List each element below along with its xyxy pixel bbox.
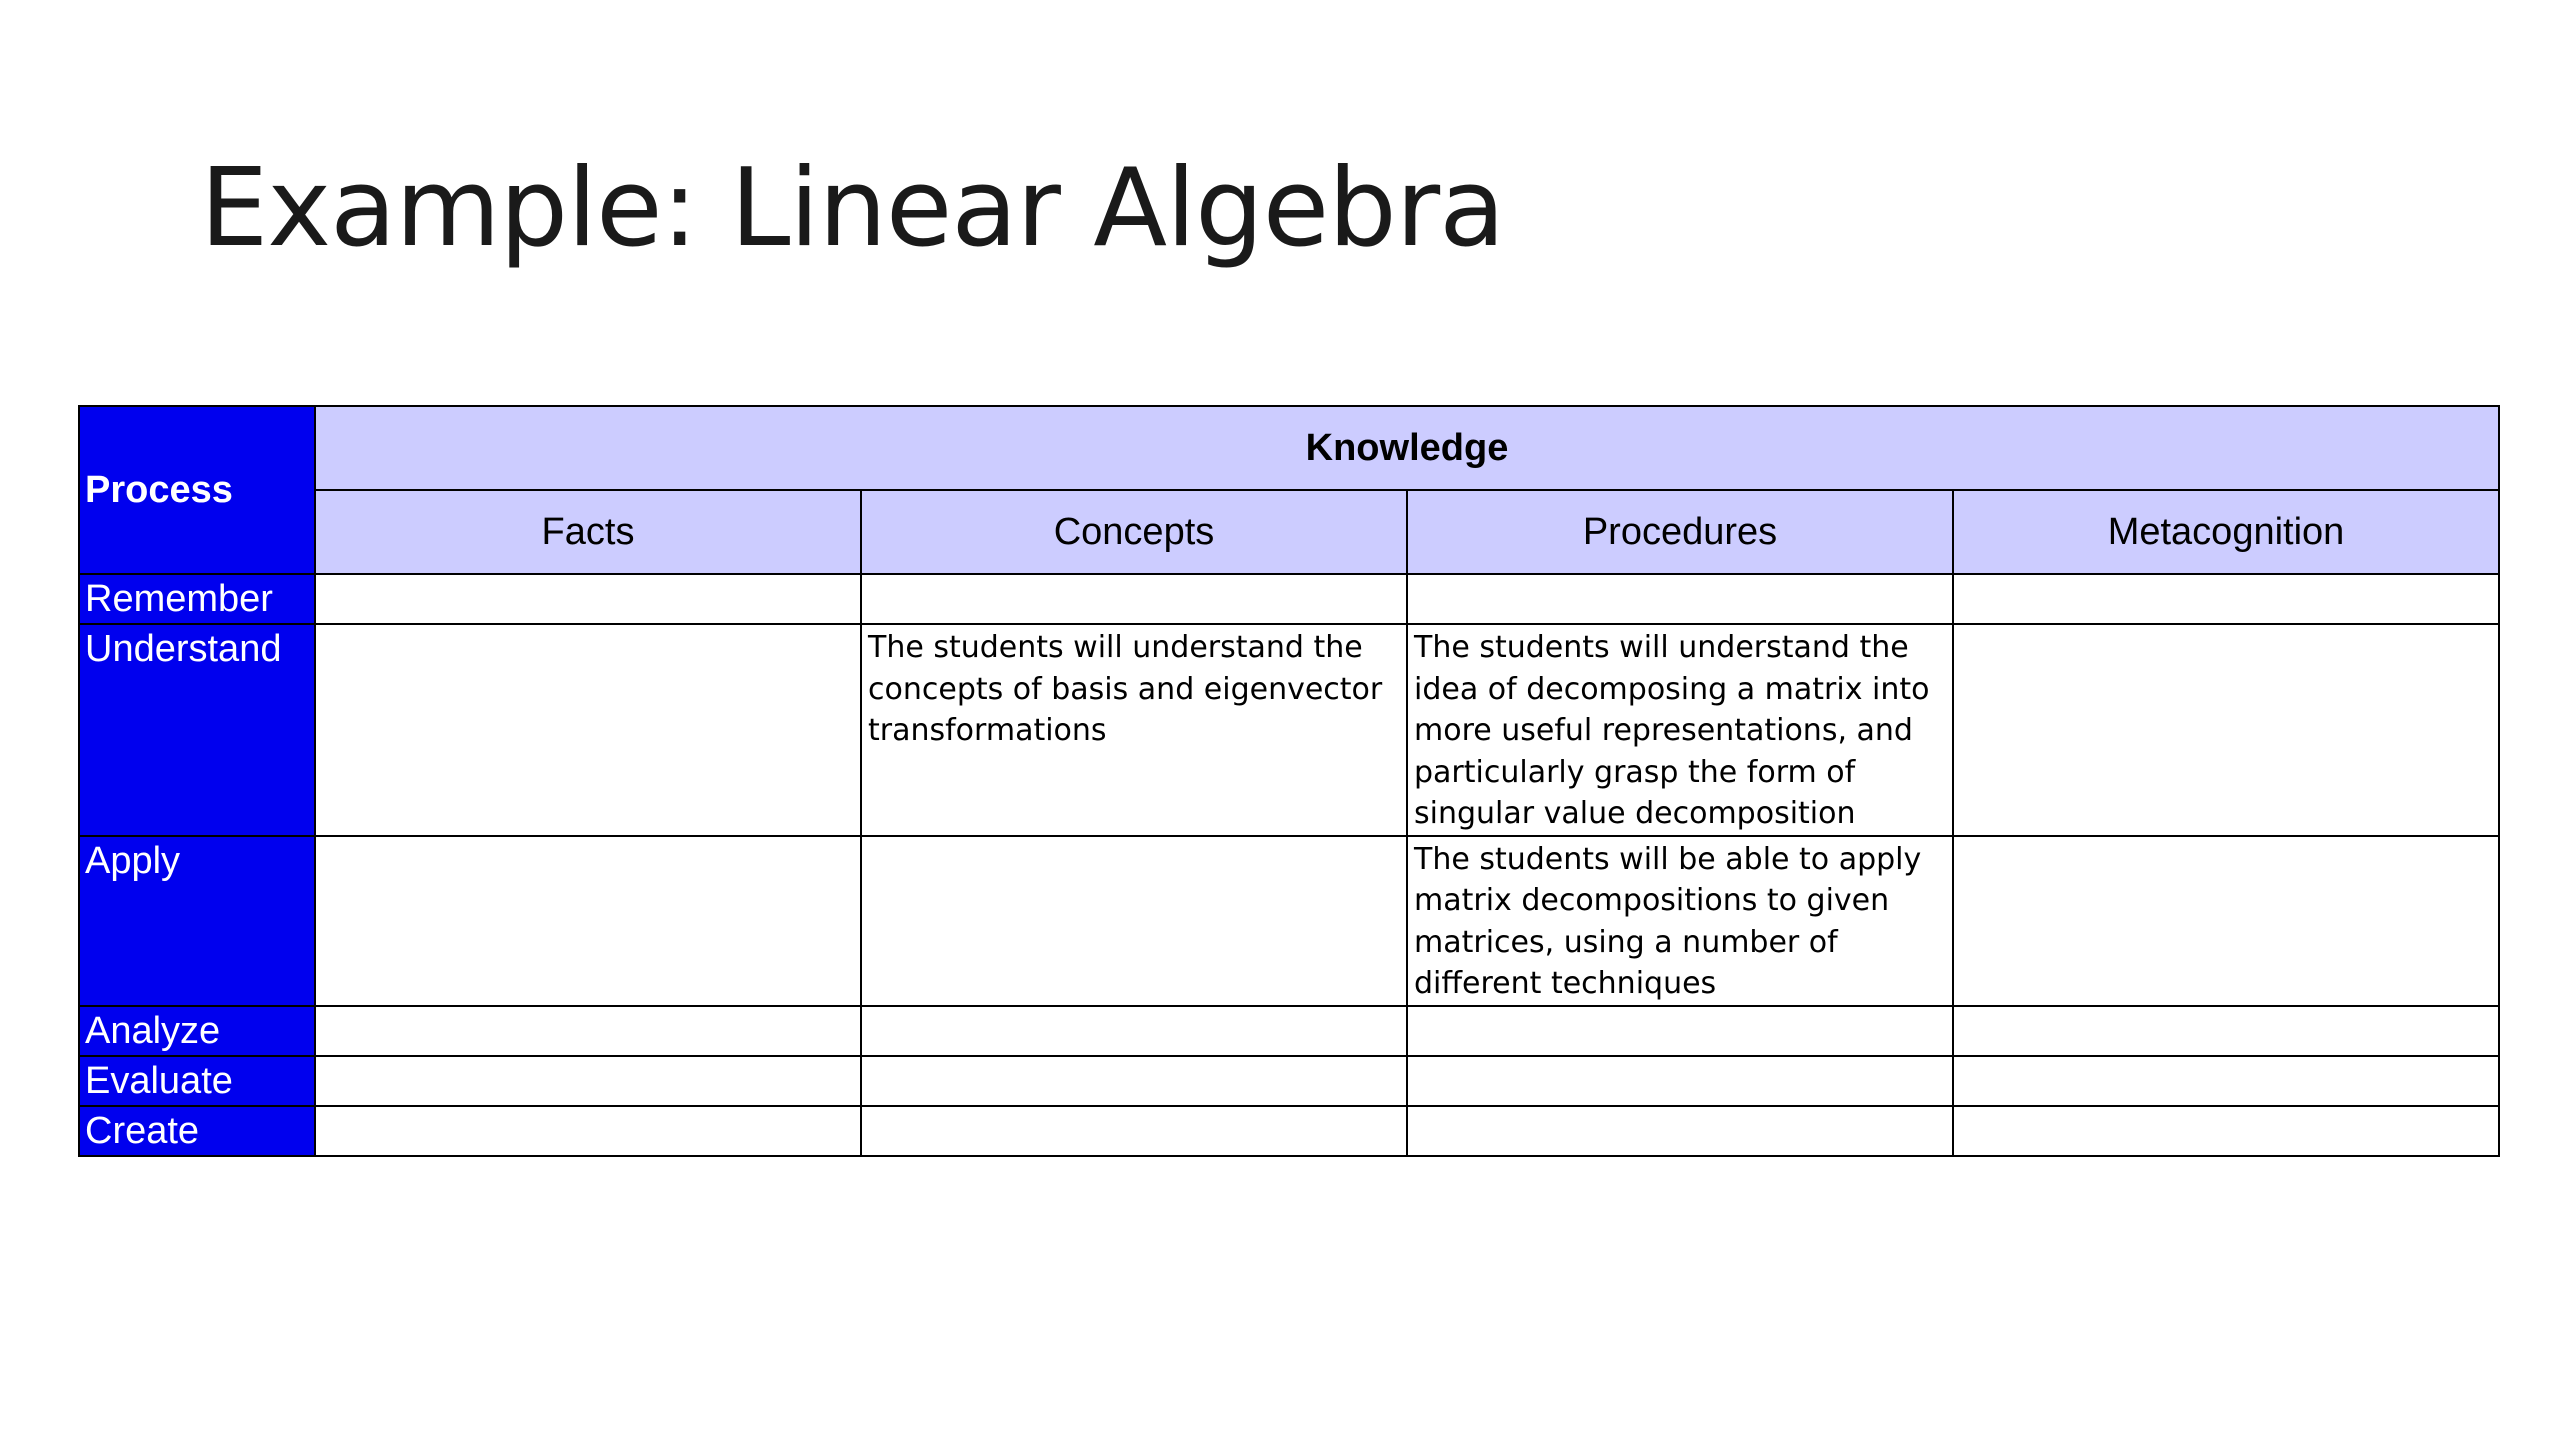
column-header-facts: Facts <box>315 490 861 574</box>
column-header-concepts: Concepts <box>861 490 1407 574</box>
slide-title: Example: Linear Algebra <box>200 146 1505 271</box>
table-row-analyze <box>79 1006 2499 1056</box>
cell-apply-facts <box>315 836 861 1006</box>
table-row-understand <box>79 624 2499 836</box>
cell-understand-facts <box>315 624 861 836</box>
row-label-evaluate: Evaluate <box>79 1056 315 1106</box>
cell-apply-metacognition <box>1953 836 2499 1006</box>
cell-evaluate-procedures <box>1407 1056 1953 1106</box>
row-label-analyze: Analyze <box>79 1006 315 1056</box>
row-label-apply: Apply <box>79 836 315 1006</box>
cell-apply-procedures: The students will be able to apply matrix decompositions to given matrices, using a number of different techniques <box>1407 836 1953 1006</box>
table-row-apply <box>79 836 2499 1006</box>
cell-remember-concepts <box>861 574 1407 624</box>
table-row-create <box>79 1106 2499 1156</box>
cell-understand-metacognition <box>1953 624 2499 836</box>
cell-remember-procedures <box>1407 574 1953 624</box>
cell-create-facts <box>315 1106 861 1156</box>
table-row-evaluate <box>79 1056 2499 1106</box>
row-label-understand: Understand <box>79 624 315 836</box>
column-header-procedures: Procedures <box>1407 490 1953 574</box>
knowledge-header: Knowledge <box>315 406 2499 490</box>
cell-remember-facts <box>315 574 861 624</box>
table-header-row <box>79 406 2499 490</box>
process-header: Process <box>79 406 315 574</box>
row-label-remember: Remember <box>79 574 315 624</box>
table-subheader-row <box>79 490 2499 574</box>
cell-apply-concepts <box>861 836 1407 1006</box>
column-header-metacognition: Metacognition <box>1953 490 2499 574</box>
cell-understand-procedures: The students will understand the idea of decomposing a matrix into more useful representations, and particularly grasp the form of singular value decomposition <box>1407 624 1953 836</box>
cell-evaluate-facts <box>315 1056 861 1106</box>
cell-create-concepts <box>861 1106 1407 1156</box>
cell-evaluate-concepts <box>861 1056 1407 1106</box>
cell-create-procedures <box>1407 1106 1953 1156</box>
cell-remember-metacognition <box>1953 574 2499 624</box>
table-row-remember <box>79 574 2499 624</box>
row-label-create: Create <box>79 1106 315 1156</box>
cell-analyze-metacognition <box>1953 1006 2499 1056</box>
cell-analyze-concepts <box>861 1006 1407 1056</box>
cell-analyze-facts <box>315 1006 861 1056</box>
cell-understand-concepts: The students will understand the concepts of basis and eigenvector transformations <box>861 624 1407 836</box>
cell-create-metacognition <box>1953 1106 2499 1156</box>
cell-evaluate-metacognition <box>1953 1056 2499 1106</box>
cell-analyze-procedures <box>1407 1006 1953 1056</box>
bloom-taxonomy-table <box>78 405 2500 1157</box>
